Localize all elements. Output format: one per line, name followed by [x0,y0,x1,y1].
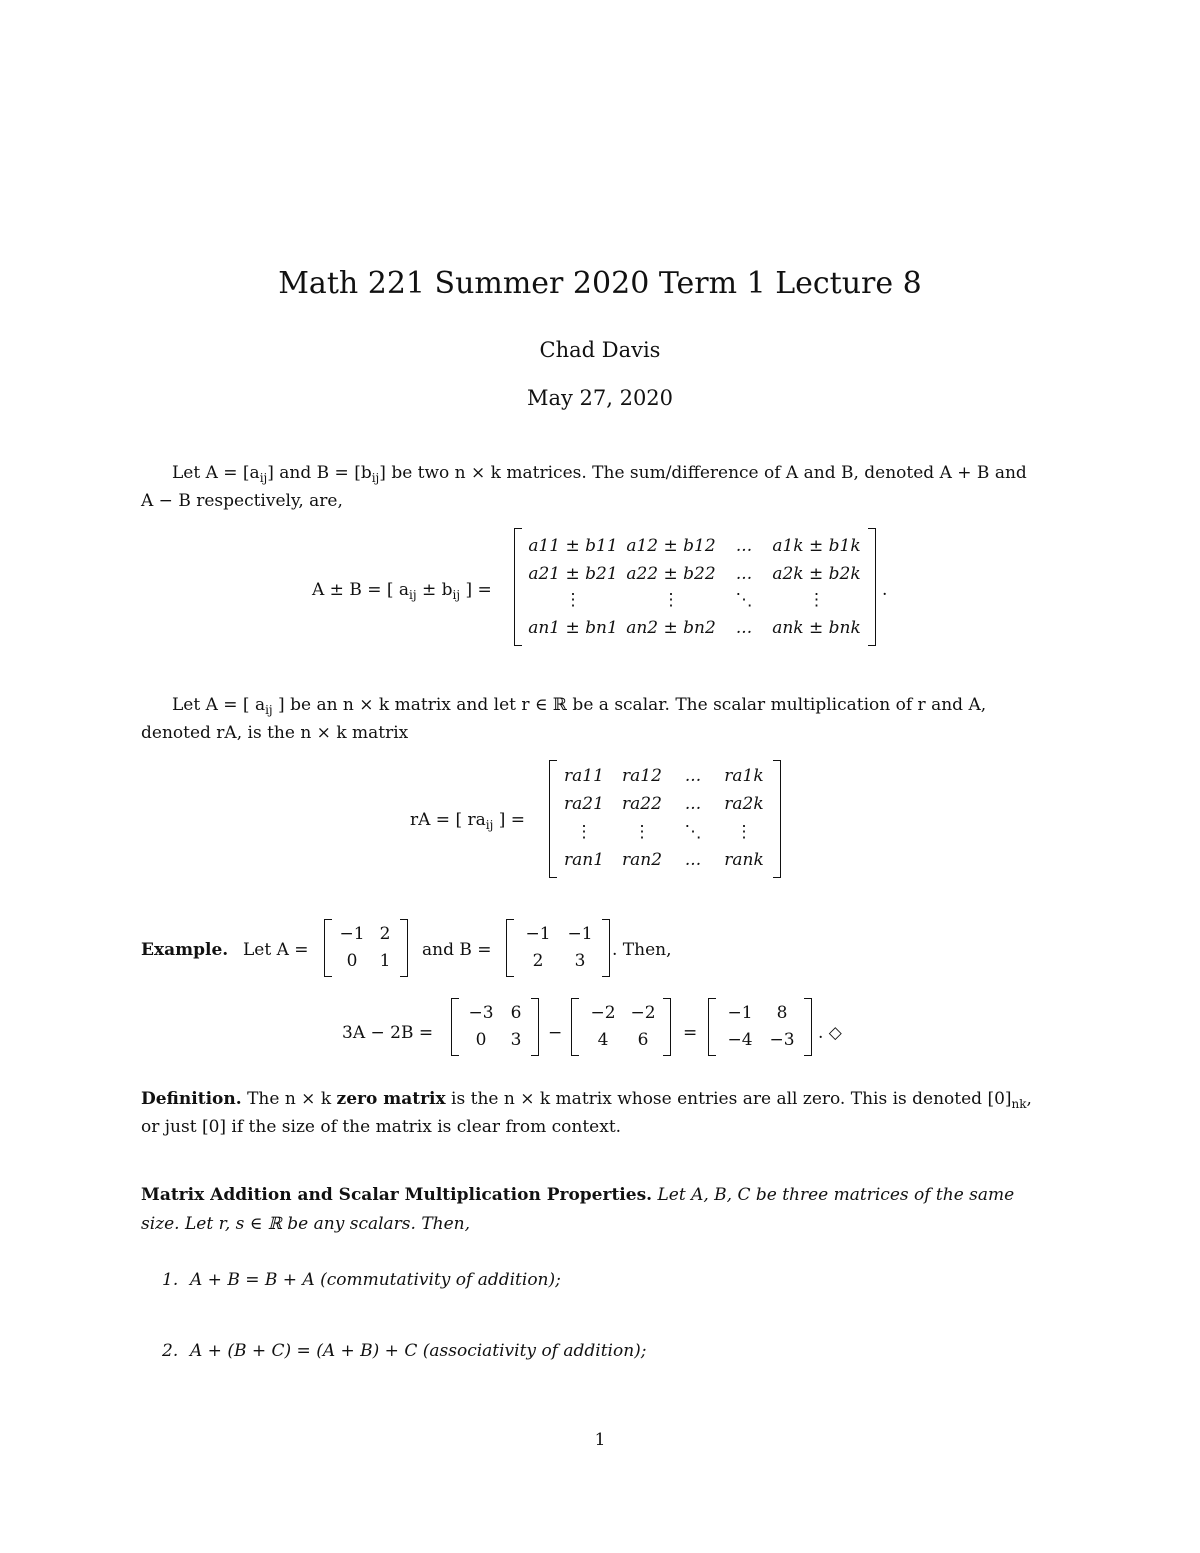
matrix-cell: a22 ± b22 [626,564,716,584]
sum-def-text-b: ] and B = [b [267,463,372,483]
right-bracket [663,998,671,1056]
matrix-cell: ank ± bnk [772,618,861,638]
left-bracket [708,998,716,1056]
matrix-cell: ... [684,794,702,814]
matrix-cell: −1 [567,924,593,944]
matrix-cell: a21 ± b21 [528,564,618,584]
scalar-lhs-a: rA = [ ra [410,810,486,830]
property-number: 1. [162,1270,179,1290]
matrix-cell: ... [735,536,753,556]
sum-matrix [514,528,876,646]
sum-def-lhs [312,576,492,609]
matrix-cell: a2k ± b2k [772,564,861,584]
matrix-cell: an1 ± bn1 [528,618,618,638]
matrix-cell: 6 [510,1003,522,1023]
vdots: ⋮ [633,822,651,842]
page-number: 1 [594,1430,606,1450]
property-text: A + (B + C) = (A + B) + C (associativity of addition); [190,1341,647,1361]
matrix-cell: −2 [590,1003,616,1023]
matrix-cell: a11 ± b11 [528,536,618,556]
matrix-cell: ... [735,618,753,638]
example-and-b: and B = [422,940,492,960]
scalar-lhs-end: ] = [493,810,526,830]
sub-ij: ij [265,703,273,717]
right-bracket [400,919,408,977]
properties-line1 [141,1181,1014,1209]
vdots: ⋮ [575,822,593,842]
matrix-cell: an2 ± bn2 [626,618,716,638]
ddots: ⋱ [735,590,753,610]
matrix-2B [571,998,671,1056]
lhs-mid: ± b [416,580,453,600]
sub-ij: ij [259,471,268,485]
matrix-cell: −3 [468,1003,494,1023]
matrix-cell: ra12 [622,766,662,786]
lhs-end: ] = [460,580,492,600]
scalar-text-a: Let A = [ a [172,695,266,715]
matrix-cell: 0 [475,1030,487,1050]
matrix-3A [451,998,539,1056]
right-bracket [804,998,812,1056]
matrix-cell: 3 [574,951,586,971]
vdots: ⋮ [662,590,680,610]
lhs-a: A ± B = [ a [312,580,410,600]
matrix-cell: a1k ± b1k [772,536,861,556]
sum-def-line2: A − B respectively, are, [141,491,343,511]
sum-period: . [882,580,888,600]
matrix-cell: 2 [532,951,544,971]
matrix-cell: −2 [630,1003,656,1023]
zero-text-b: is the n × k matrix whose entries are all zero. This is denoted [0] [445,1089,1012,1109]
properties-line2: size. Let r, s ∈ ℝ be any scalars. Then, [141,1214,471,1234]
vdots: ⋮ [735,822,753,842]
left-bracket [571,998,579,1056]
matrix-result [708,998,812,1056]
example-let-a: Let A = [243,940,309,960]
example-label: Example. [141,940,229,960]
scalar-matrix [549,760,781,878]
matrix-cell: ... [684,766,702,786]
properties-text-a: Let A, B, C be three matrices of the same [652,1185,1015,1205]
matrix-cell: −1 [339,924,365,944]
matrix-B [506,919,610,977]
matrix-cell: ra21 [564,794,604,814]
matrix-cell: ... [684,850,702,870]
left-bracket [451,998,459,1056]
definition-label: Definition. [141,1089,242,1109]
matrix-cell: −1 [727,1003,753,1023]
left-bracket [324,919,332,977]
example-minus: − [548,1023,563,1043]
right-bracket [868,528,876,646]
matrix-cell: ... [735,564,753,584]
matrix-cell: 4 [597,1030,609,1050]
matrix-cell: −3 [769,1030,795,1050]
sum-def-text-c: ] be two n × k matrices. The sum/difference of A and B, denoted A + B and [379,463,1027,483]
sub-ij: ij [452,588,461,602]
zero-text-a: The n × k [241,1089,337,1109]
scalar-text-b: ] be an n × k matrix and let r ∈ ℝ be a scalar. The scalar multiplication of r and A, [272,695,987,715]
sub-ij: ij [485,818,494,832]
matrix-cell: 8 [776,1003,788,1023]
sub-ij: ij [371,471,380,485]
matrix-cell: a12 ± b12 [626,536,716,556]
zero-def-line2: or just [0] if the size of the matrix is clear from context. [141,1117,622,1137]
example-end: . ◇ [818,1023,842,1043]
matrix-cell: −1 [525,924,551,944]
left-bracket [506,919,514,977]
matrix-cell: rank [724,850,764,870]
ddots: ⋱ [684,822,702,842]
page-title: Math 221 Summer 2020 Term 1 Lecture 8 [278,266,922,301]
right-bracket [602,919,610,977]
matrix-cell: 0 [346,951,358,971]
scalar-lhs [410,806,525,839]
right-bracket [773,760,781,878]
author: Chad Davis [539,338,661,362]
matrix-cell: ra1k [724,766,764,786]
matrix-cell: −4 [727,1030,753,1050]
matrix-cell: ran1 [563,850,605,870]
matrix-cell: ran2 [621,850,663,870]
properties-label: Matrix Addition and Scalar Multiplication Properties. [141,1185,653,1205]
vdots: ⋮ [808,590,825,610]
right-bracket [531,998,539,1056]
zero-text-c: , [1026,1089,1032,1109]
matrix-cell: 3 [510,1030,522,1050]
vdots: ⋮ [564,590,582,610]
matrix-cell: 2 [379,924,391,944]
property-number: 2. [162,1341,179,1361]
sub-nk: nk [1011,1097,1027,1111]
matrix-A [324,919,408,977]
example-equals: = [683,1023,698,1043]
date: May 27, 2020 [526,386,674,410]
sum-def-text-a: Let A = [a [172,463,260,483]
matrix-cell: ra2k [724,794,764,814]
matrix-cell: ra22 [622,794,662,814]
scalar-def-line2: denoted rA, is the n × k matrix [141,723,409,743]
left-bracket [549,760,557,878]
zero-matrix-term: zero matrix [336,1089,446,1109]
property-text: A + B = B + A (commutativity of addition); [190,1270,561,1290]
sub-ij: ij [409,588,417,602]
left-bracket [514,528,522,646]
example-lhs: 3A − 2B = [342,1023,434,1043]
matrix-cell: 6 [637,1030,649,1050]
matrix-cell: 1 [379,951,391,971]
matrix-cell: ra11 [564,766,604,786]
example-then: . Then, [612,940,672,960]
